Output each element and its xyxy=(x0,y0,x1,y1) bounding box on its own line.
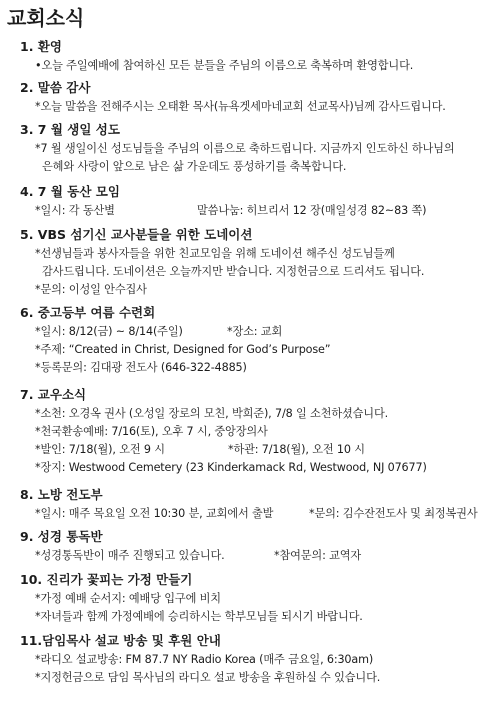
section-line: *선생님들과 봉사자들을 위한 친교모임을 위해 도네이션 해주신 성도님들께 xyxy=(35,247,395,260)
section-line: 감사드립니다. 도네이션은 오늘까지만 받습니다. 지정헌금으로 드리셔도 됩니다. xyxy=(42,265,425,278)
section-line: *라디오 설교방송: FM 87.7 NY Radio Korea (매주 금요일, 6:30am) xyxy=(35,653,374,666)
section-vbs-donation xyxy=(20,225,494,299)
section-street-evangelism xyxy=(20,485,494,523)
section-july-group-meeting xyxy=(20,182,494,220)
section-heading: 3. 7 월 생일 성도 xyxy=(20,122,120,137)
section-july-birthdays xyxy=(20,120,494,176)
section-line: *등록문의: 김대광 전도사 (646-322-4885) xyxy=(35,361,247,374)
section-line: *오늘 말씀을 전해주시는 오태환 목사(뉴욕겟세마네교회 선교목사)님께 감사드립니다. xyxy=(35,100,446,113)
section-member-news xyxy=(20,385,494,477)
section-line: *지정헌금으로 담임 목사님의 라디오 설교 방송을 후원하실 수 있습니다. xyxy=(35,671,381,684)
section-heading: 7. 교우소식 xyxy=(20,387,87,402)
retreat-place: *장소: 교회 xyxy=(227,325,283,338)
section-heading: 6. 중고등부 여름 수련회 xyxy=(20,305,156,320)
section-family-worship xyxy=(20,570,494,626)
evangelism-time: *일시: 매주 목요일 오전 10:30 분, 교회에서 출발 xyxy=(35,507,274,520)
section-line: *소천: 오경옥 권사 (오성일 장로의 모친, 박희준), 7/8 일 소천하셨습니다. xyxy=(35,407,389,420)
page-title: 교회소식 xyxy=(7,6,85,30)
section-sermon-thanks xyxy=(20,78,494,116)
section-line: *천국환송예배: 7/16(토), 오후 7 시, 중앙장의사 xyxy=(35,425,268,438)
section-line: *자녀들과 함께 가정예배에 승리하시는 학부모님들 되시기 바랍니다. xyxy=(35,610,363,623)
departure-time: *발인: 7/18(월), 오전 9 시 xyxy=(35,443,165,456)
section-line xyxy=(20,441,494,459)
burial-time: *하관: 7/18(월), 오전 10 시 xyxy=(228,443,365,456)
retreat-dates: *일시: 8/12(금) ~ 8/14(주일) xyxy=(35,325,183,338)
section-heading: 4. 7 월 동산 모임 xyxy=(20,184,120,199)
section-line: •오늘 주일예배에 참여하신 모든 분들을 주님의 이름으로 축복하며 환영합니다. xyxy=(35,59,414,72)
section-line xyxy=(20,505,494,523)
section-bible-reading xyxy=(20,527,494,565)
bible-reading-info: *성경통독반이 매주 진행되고 있습니다. xyxy=(35,549,225,562)
section-line: *가정 예배 순서지: 예배당 입구에 비치 xyxy=(35,592,221,605)
section-line xyxy=(20,547,494,565)
section-heading: 9. 성경 통독반 xyxy=(20,529,103,544)
section-heading: 1. 환영 xyxy=(20,39,62,54)
section-line: 은혜와 사랑이 앞으로 남은 삶 가운데도 풍성하기를 축복합니다. xyxy=(42,160,347,173)
section-line xyxy=(20,202,494,220)
bible-reading-contact: *참여문의: 교역자 xyxy=(274,549,362,562)
section-line: *7 월 생일이신 성도님들을 주님의 이름으로 축하드립니다. 지금까지 인도하신 하나님의 xyxy=(35,142,455,155)
section-heading: 5. VBS 섬기신 교사분들을 위한 도네이션 xyxy=(20,227,253,242)
section-youth-retreat xyxy=(20,303,494,377)
evangelism-contact: *문의: 김수잔전도사 및 최정복권사 xyxy=(309,507,478,520)
section-heading: 10. 진리가 꽃피는 가정 만들기 xyxy=(20,572,193,587)
section-line: *장지: Westwood Cemetery (23 Kinderkamack Rd, Westwood, NJ 07677) xyxy=(35,461,427,474)
section-welcome xyxy=(20,37,494,75)
section-line xyxy=(20,323,494,341)
meeting-scripture: 말씀나눔: 히브리서 12 장(매일성경 82~83 쪽) xyxy=(197,204,427,217)
section-radio-broadcast xyxy=(20,631,494,687)
section-line: *주제: “Created in Christ, Designed for God’s Purpose” xyxy=(35,343,331,356)
section-heading: 2. 말씀 감사 xyxy=(20,80,91,95)
section-line: *문의: 이성일 안수집사 xyxy=(35,283,147,296)
section-heading: 11.담임목사 설교 방송 및 후원 안내 xyxy=(20,633,221,648)
meeting-time: *일시: 각 동산별 xyxy=(35,204,115,217)
section-heading: 8. 노방 전도부 xyxy=(20,487,103,502)
